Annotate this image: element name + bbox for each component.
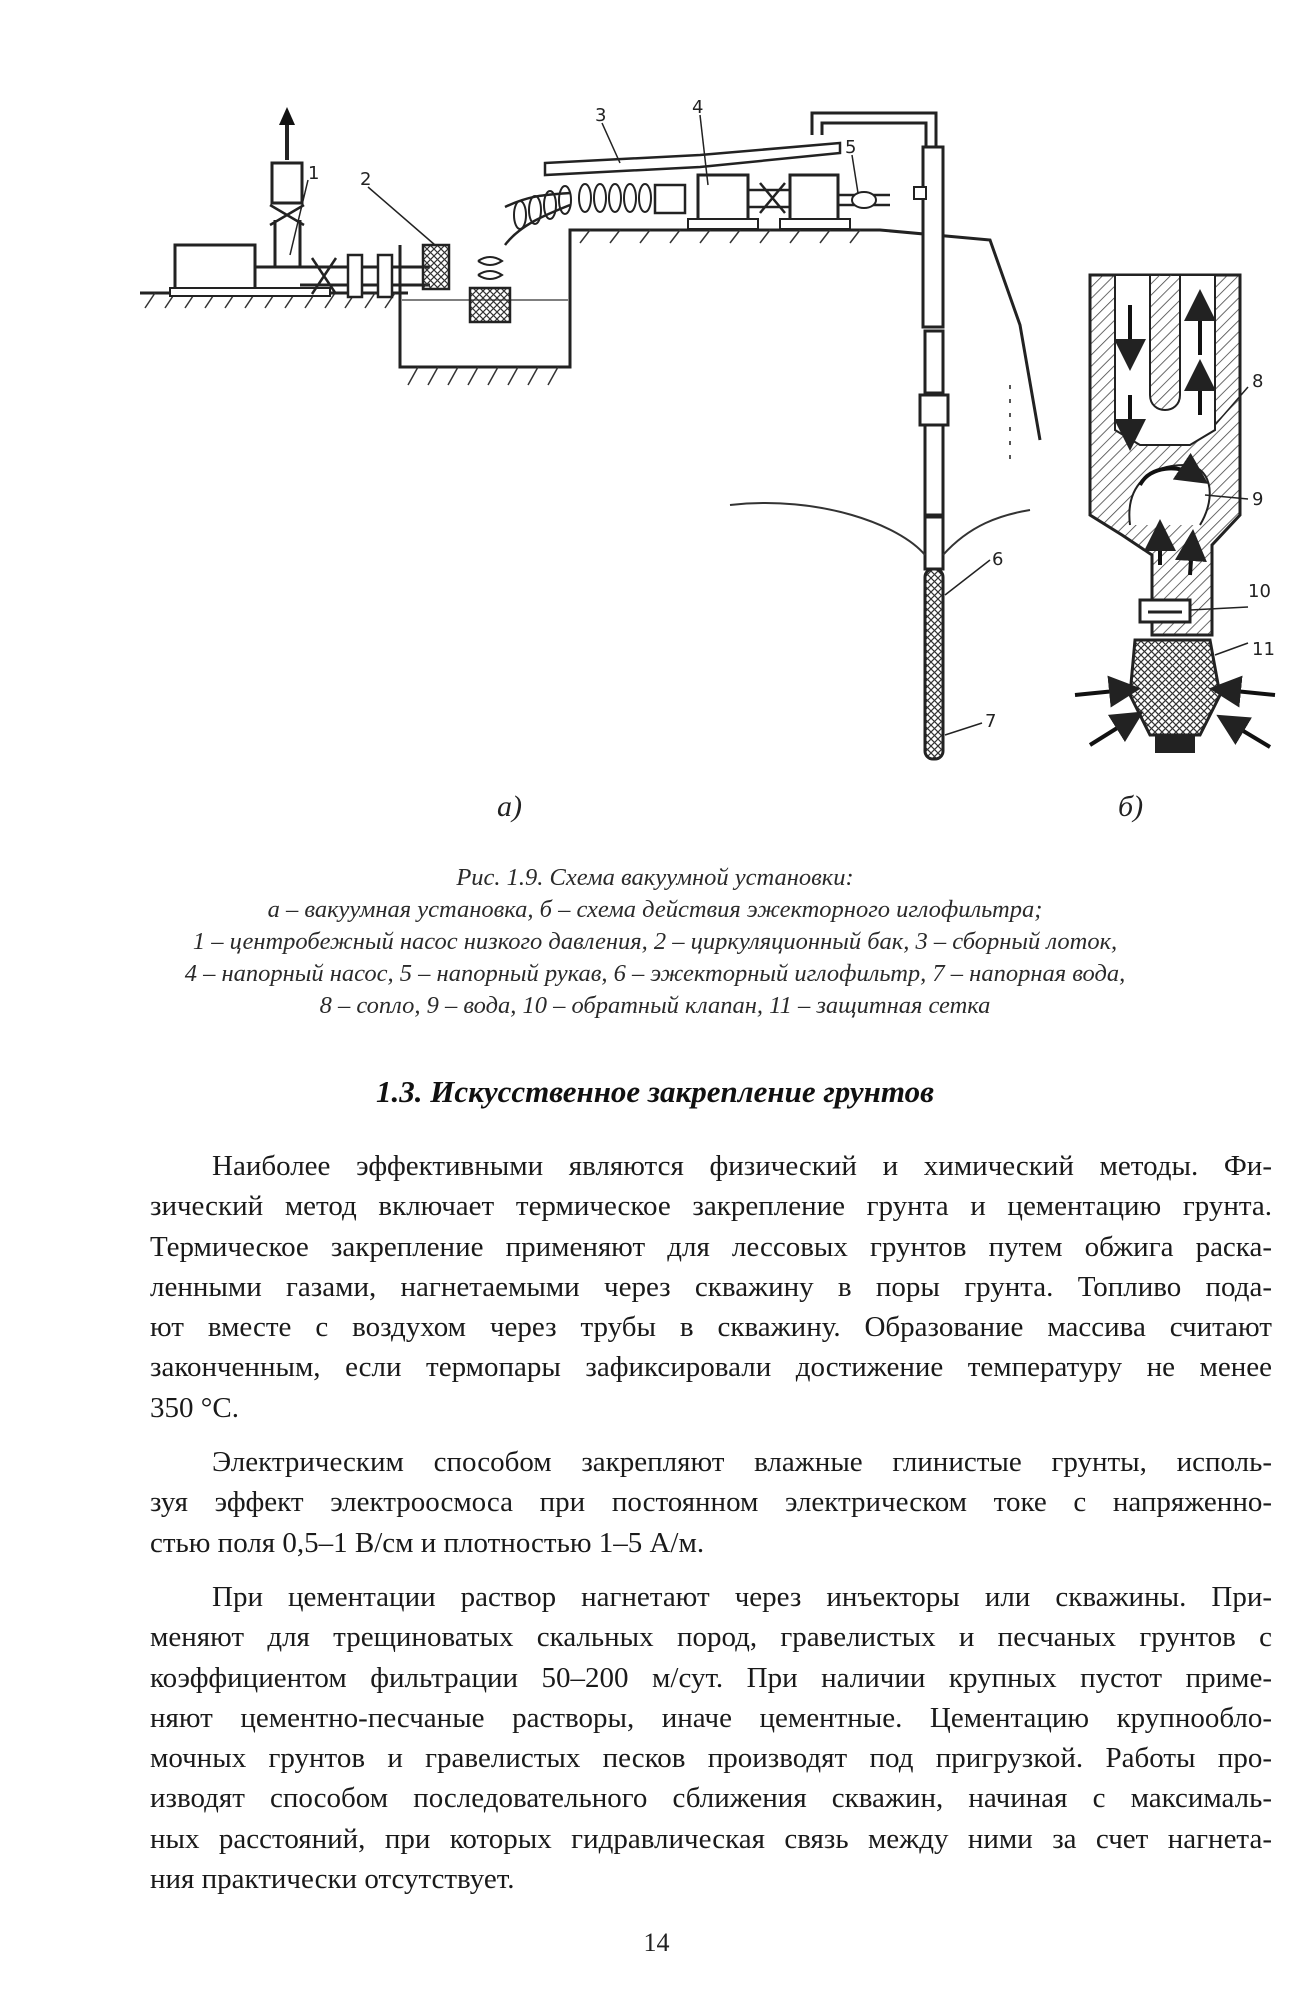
text-line: няют цементно-песчаные растворы, иначе цементные. Цементацию крупнообло- xyxy=(150,1701,1272,1734)
caption-line: 8 – сопло, 9 – вода, 10 – обратный клапан, 11 – защитная сетка xyxy=(319,992,991,1019)
paragraph-2 xyxy=(150,1442,1272,1563)
part-number-4: 4 xyxy=(692,97,704,118)
text-line: зуя эффект электроосмоса при постоянном электрическом токе с напряженно- xyxy=(150,1486,1272,1519)
text-line: мочных грунтов и гравелистых песков производят под пригрузкой. Работы про- xyxy=(150,1742,1272,1775)
subfigure-label-a: а) xyxy=(497,790,522,823)
text-line: коэффициентом фильтрации 50–200 м/сут. При наличии крупных пустот приме- xyxy=(150,1661,1272,1694)
part-number-10: 10 xyxy=(1248,581,1271,602)
part-number-7: 7 xyxy=(985,711,997,732)
subfigure-label-b: б) xyxy=(1118,790,1144,823)
part-number-3: 3 xyxy=(595,105,607,126)
ejector-action-diagram xyxy=(1075,275,1275,753)
part-number-2: 2 xyxy=(360,169,372,190)
part-number-1: 1 xyxy=(308,163,320,184)
text-line: меняют для трещиноватых скальных пород, гравелистых и песчаных грунтов с xyxy=(150,1621,1272,1654)
caption-line: а – вакуумная установка, б – схема действия эжекторного иглофильтра; xyxy=(267,896,1043,923)
text-line: изводят способом последовательного сближения скважин, начиная с максималь- xyxy=(150,1782,1272,1815)
part-number-5: 5 xyxy=(845,137,857,158)
centrifugal-pump xyxy=(170,107,430,297)
page-number: 14 xyxy=(643,1928,670,1957)
part-number-9: 9 xyxy=(1252,489,1264,510)
text-line: При цементации раствор нагнетают через инъекторы или скважины. При- xyxy=(212,1580,1272,1613)
paragraph-1 xyxy=(150,1146,1272,1428)
text-line: 350 °С. xyxy=(150,1391,239,1424)
ground-right xyxy=(570,230,1040,440)
text-line: ных расстояний, при которых гидравлическая связь между ними за счет нагнета- xyxy=(150,1822,1272,1855)
text-line: ют вместе с воздухом через трубы в скважину. Образование массива считают xyxy=(150,1311,1272,1344)
caption-line: 4 – напорный насос, 5 – напорный рукав, 6 – эжекторный иглофильтр, 7 – напорная вода, xyxy=(184,960,1126,987)
text-line: ния практически отсутствует. xyxy=(150,1863,515,1896)
paragraph-3 xyxy=(150,1577,1272,1899)
circulation-tank xyxy=(400,245,570,385)
part-number-8: 8 xyxy=(1252,371,1264,392)
text-line: ленными газами, нагнетаемыми через скважину в поры грунта. Топливо пода- xyxy=(150,1270,1272,1303)
body-text xyxy=(150,1146,1272,1899)
part-number-6: 6 xyxy=(992,549,1004,570)
part-number-11: 11 xyxy=(1252,639,1275,660)
text-line: зический метод включает термическое закрепление грунта и цементацию грунта. xyxy=(150,1190,1272,1223)
section-title: 1.3. Искусственное закрепление грунтов xyxy=(376,1074,934,1109)
caption-line: Рис. 1.9. Схема вакуумной установки: xyxy=(456,864,854,891)
vacuum-installation-figure xyxy=(140,95,1290,835)
text-line: стью поля 0,5–1 В/см и плотностью 1–5 А/м. xyxy=(150,1526,705,1559)
text-line: Электрическим способом закрепляют влажные глинистые грунты, исполь- xyxy=(212,1446,1272,1479)
caption-line: 1 – центробежный насос низкого давления, 2 – циркуляционный бак, 3 – сборный лоток, xyxy=(192,928,1118,955)
text-line: Термическое закрепление применяют для лессовых грунтов путем обжига раска- xyxy=(150,1230,1272,1263)
text-line: Наиболее эффективными являются физический и химический методы. Фи- xyxy=(212,1150,1272,1182)
pressure-pump xyxy=(688,113,936,229)
text-line: законченным, если термопары зафиксировали достижение температуру не менее xyxy=(150,1351,1272,1384)
figure-drawing xyxy=(140,95,1290,835)
figure-caption xyxy=(150,862,1160,1022)
